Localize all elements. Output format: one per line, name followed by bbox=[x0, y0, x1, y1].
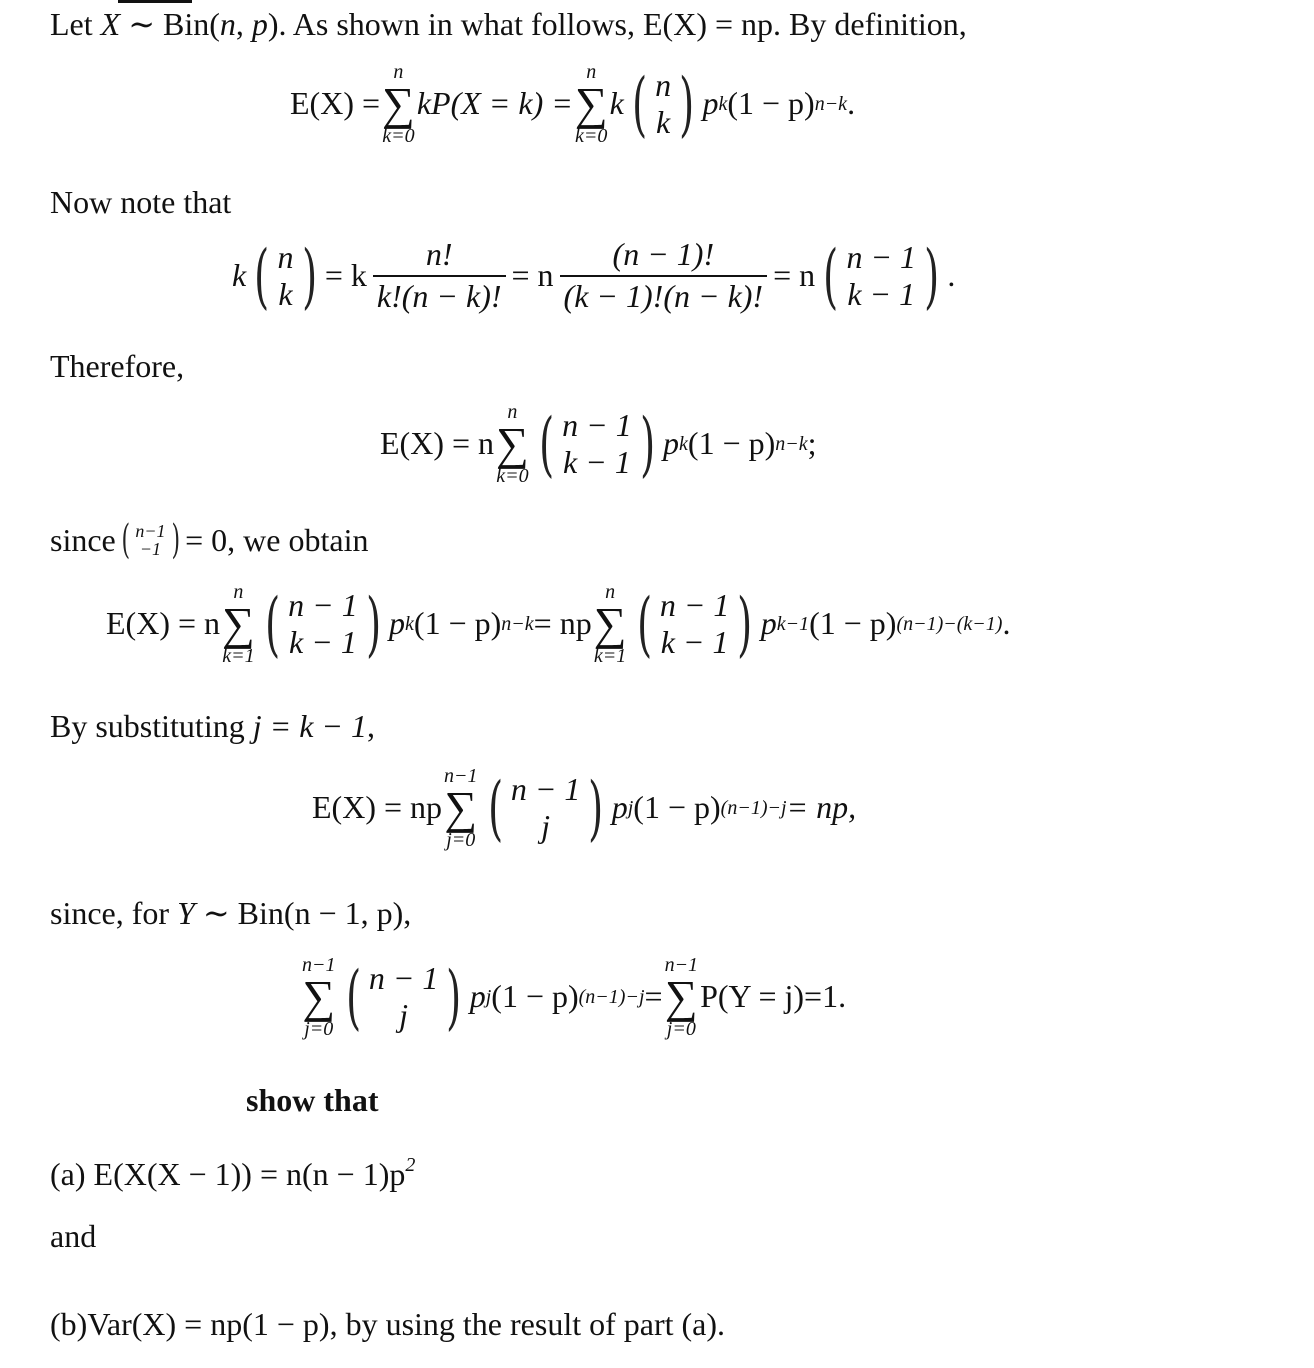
eq4-sum2-lower: k=1 bbox=[593, 644, 627, 667]
eq2-binom-bottom: k bbox=[278, 275, 293, 312]
eq6-binom-top: n − 1 bbox=[368, 960, 439, 997]
and-text: and bbox=[50, 1218, 97, 1254]
eq6-sum-upper: n−1 bbox=[302, 954, 336, 976]
eq1-p: p bbox=[702, 85, 719, 122]
intro-x: X bbox=[100, 6, 121, 42]
right-paren: ) bbox=[679, 62, 695, 145]
substituting-text: By substituting bbox=[50, 708, 253, 744]
eq4-tail: (1 − p) bbox=[413, 605, 502, 642]
part-b-label: (b) bbox=[50, 1306, 88, 1342]
eq2-binomial bbox=[248, 234, 323, 317]
eq1-binomial bbox=[626, 62, 701, 145]
eq1-sum2 bbox=[575, 62, 608, 146]
eq3-end: ; bbox=[807, 425, 817, 462]
eq1-sum2-lower: k=0 bbox=[575, 124, 608, 147]
equation-4: E(X) = n n ∑ k=1 ( n − 1 k − 1 ) p k (1 − p) n−k = np n ∑ k=1 ( n − 1 k − 1 ) p k−1 (1 − p) (n−1)−(k−1) . bbox=[106, 581, 1011, 667]
eq5-rhs: = np, bbox=[786, 789, 857, 826]
eq2-binom2-top: n − 1 bbox=[846, 238, 917, 275]
eq4-binomial-2 bbox=[631, 582, 759, 665]
eq4-tail2: (1 − p) bbox=[809, 605, 897, 642]
eq4-binomial bbox=[259, 582, 387, 665]
eq5-sum bbox=[444, 766, 478, 850]
left-paren: ( bbox=[538, 402, 554, 485]
eq4-end: . bbox=[1002, 605, 1011, 642]
eq3-sum bbox=[496, 402, 529, 486]
eq3-tail: (1 − p) bbox=[687, 425, 776, 462]
eq1-lhs: E(X) = bbox=[290, 85, 381, 122]
left-paren: ( bbox=[264, 582, 280, 665]
eq6-p: p bbox=[469, 978, 486, 1015]
eq1-sum-lower: k=0 bbox=[382, 124, 415, 147]
eq6-tail: (1 − p) bbox=[491, 978, 579, 1015]
eq5-binomial bbox=[482, 766, 610, 849]
sigma-symbol: ∑ bbox=[593, 598, 627, 649]
eq6-eq: = bbox=[644, 978, 663, 1015]
since-text: since bbox=[50, 521, 116, 558]
since-for-text: since, for bbox=[50, 895, 178, 931]
right-paren: ) bbox=[588, 766, 604, 849]
eq2-binomial-2 bbox=[817, 234, 945, 317]
eq6-sum bbox=[302, 955, 336, 1039]
eq4-sum bbox=[222, 582, 255, 666]
part-a-label: (a) bbox=[50, 1156, 94, 1192]
since-binom-top: n−1 bbox=[135, 521, 166, 541]
eq2-eq-k: = k bbox=[324, 257, 367, 294]
eq3-sum-lower: k=0 bbox=[496, 464, 529, 487]
part-a bbox=[50, 1154, 416, 1192]
left-paren: ( bbox=[636, 582, 652, 665]
eq4-binom2-bottom: k − 1 bbox=[660, 623, 729, 660]
eq6-rhs: P(Y = j)=1. bbox=[700, 978, 847, 1015]
eq2-frac1-num: n! bbox=[425, 236, 453, 272]
eq4-mid: = np bbox=[533, 605, 592, 642]
eq5-sum-lower: j=0 bbox=[446, 828, 476, 851]
eq1-binom-bottom: k bbox=[656, 103, 671, 140]
substituting-line bbox=[50, 710, 375, 742]
eq4-p: p bbox=[389, 605, 406, 642]
since-binom-bottom: −1 bbox=[139, 539, 162, 559]
sigma-symbol: ∑ bbox=[382, 78, 415, 129]
eq1-sum2-upper: n bbox=[586, 61, 597, 83]
eq3-sum-upper: n bbox=[507, 401, 518, 423]
since-line bbox=[50, 517, 369, 563]
eq1-tail: (1 − p) bbox=[727, 85, 815, 122]
eq4-sum2-upper: n bbox=[605, 581, 616, 603]
eq4-sum-lower: k=1 bbox=[222, 644, 255, 667]
intro-rest: . By definition, bbox=[773, 6, 967, 42]
right-paren: ) bbox=[737, 582, 753, 665]
intro-expectation: E(X) = np bbox=[643, 6, 774, 42]
eq5-sum-upper: n−1 bbox=[444, 765, 478, 787]
eq2-eq-n: = n bbox=[511, 257, 554, 294]
left-paren: ( bbox=[823, 234, 839, 317]
show-that-text: show that bbox=[246, 1082, 379, 1118]
since-for-line bbox=[50, 897, 411, 929]
part-b-rest: , by using the result of part (a). bbox=[329, 1306, 726, 1342]
eq4-sum-upper: n bbox=[233, 581, 244, 603]
right-paren: ) bbox=[171, 517, 180, 563]
right-paren: ) bbox=[639, 402, 655, 485]
eq3-binomial bbox=[533, 402, 661, 485]
equation-6: n−1 ∑ j=0 ( n − 1 j ) p j (1 − p) (n−1)−j = n−1 ∑ j=0 P(Y = j)=1. bbox=[302, 954, 847, 1040]
left-paren: ( bbox=[254, 234, 270, 317]
intro-comma: , bbox=[235, 6, 252, 42]
eq2-eq-n2: = n bbox=[773, 257, 816, 294]
left-paren: ( bbox=[345, 955, 361, 1038]
left-paren: ( bbox=[121, 517, 130, 563]
intro-line bbox=[50, 8, 967, 40]
eq4-sum2 bbox=[594, 582, 627, 666]
eq6-sum-lower: j=0 bbox=[304, 1017, 334, 1040]
eq3-p: p bbox=[663, 425, 680, 462]
since-for-y: Y bbox=[177, 895, 195, 931]
part-b-expr: Var(X) = np(1 − p) bbox=[87, 1306, 330, 1342]
eq2-k: k bbox=[232, 257, 247, 294]
eq6-sum2-lower: j=0 bbox=[666, 1017, 696, 1040]
sigma-symbol: ∑ bbox=[574, 78, 608, 129]
intro-close: ). As shown in what follows, bbox=[267, 6, 643, 42]
eq6-binom-bottom: j bbox=[399, 996, 409, 1033]
intro-sim: ∼ Bin( bbox=[120, 6, 220, 42]
since-binomial bbox=[118, 517, 183, 563]
eq2-frac2-num: (n − 1)! bbox=[612, 236, 715, 272]
now-note-text: Now note that bbox=[50, 184, 232, 220]
eq4-binom-top: n − 1 bbox=[288, 587, 358, 624]
part-a-exp: 2 bbox=[405, 1154, 416, 1176]
intro-let: Let bbox=[50, 6, 101, 42]
top-rule bbox=[118, 0, 192, 3]
eq2-frac1-den: k!(n − k)! bbox=[373, 275, 506, 314]
substituting-expr: j = k − 1 bbox=[252, 708, 367, 744]
eq2-end: . bbox=[947, 257, 956, 294]
intro-p: p bbox=[251, 6, 268, 42]
sigma-symbol: ∑ bbox=[496, 418, 529, 469]
intro-n: n bbox=[219, 6, 236, 42]
eq4-p2: p bbox=[760, 605, 777, 642]
eq1-term1: kP(X = k) = bbox=[416, 85, 573, 122]
eq5-tail: (1 − p) bbox=[633, 789, 721, 826]
eq6-sum2 bbox=[665, 955, 699, 1039]
right-paren: ) bbox=[301, 234, 317, 317]
therefore-text: Therefore, bbox=[50, 348, 185, 384]
since-rest: = 0, we obtain bbox=[185, 521, 369, 558]
eq1-sum-upper: n bbox=[393, 61, 404, 83]
eq6-sum2-upper: n−1 bbox=[664, 954, 699, 976]
eq2-binom-top: n bbox=[277, 238, 294, 275]
eq5-binom-top: n − 1 bbox=[510, 771, 581, 808]
eq1-end: . bbox=[847, 85, 856, 122]
part-b bbox=[50, 1308, 725, 1340]
eq5-lhs: E(X) = np bbox=[312, 789, 443, 826]
part-a-expr: E(X(X − 1)) = n(n − 1)p bbox=[93, 1156, 406, 1192]
eq4-binom-bottom: k − 1 bbox=[289, 623, 357, 660]
eq1-term2: k bbox=[609, 85, 624, 122]
eq1-sum bbox=[382, 62, 415, 146]
eq4-binom2-top: n − 1 bbox=[659, 587, 730, 624]
eq3-binom-bottom: k − 1 bbox=[563, 443, 631, 480]
since-for-rest: ∼ Bin(n − 1, p), bbox=[194, 895, 412, 931]
sigma-symbol: ∑ bbox=[444, 782, 478, 833]
sigma-symbol: ∑ bbox=[222, 598, 255, 649]
substituting-end: , bbox=[366, 708, 375, 744]
right-paren: ) bbox=[365, 582, 381, 665]
right-paren: ) bbox=[924, 234, 940, 317]
eq5-binom-bottom: j bbox=[541, 807, 551, 844]
left-paren: ( bbox=[487, 766, 503, 849]
eq3-binom-top: n − 1 bbox=[562, 407, 632, 444]
equation-3: E(X) = n n ∑ k=0 ( n − 1 k − 1 ) p k (1 − p) n−k ; bbox=[380, 401, 817, 487]
eq5-p: p bbox=[611, 789, 628, 826]
sigma-symbol: ∑ bbox=[664, 971, 698, 1022]
eq2-frac2-den: (k − 1)!(n − k)! bbox=[560, 275, 768, 314]
left-paren: ( bbox=[631, 62, 647, 145]
right-paren: ) bbox=[446, 955, 462, 1038]
eq2-frac2 bbox=[560, 238, 768, 313]
eq6-binomial bbox=[340, 955, 468, 1038]
equation-5: E(X) = np n−1 ∑ j=0 ( n − 1 j ) p j (1 − p) (n−1)−j = np, bbox=[312, 765, 857, 851]
eq3-lhs: E(X) = n bbox=[380, 425, 495, 462]
eq2-frac1 bbox=[373, 238, 506, 313]
equation-1: E(X) = n ∑ k=0 kP(X = k) = n ∑ k=0 k ( n k ) p k (1 − p) n−k . bbox=[290, 61, 856, 147]
eq2-binom2-bottom: k − 1 bbox=[847, 275, 916, 312]
sigma-symbol: ∑ bbox=[302, 971, 336, 1022]
eq4-lhs: E(X) = n bbox=[106, 605, 221, 642]
eq1-binom-top: n bbox=[655, 67, 672, 104]
equation-2 bbox=[232, 234, 956, 317]
